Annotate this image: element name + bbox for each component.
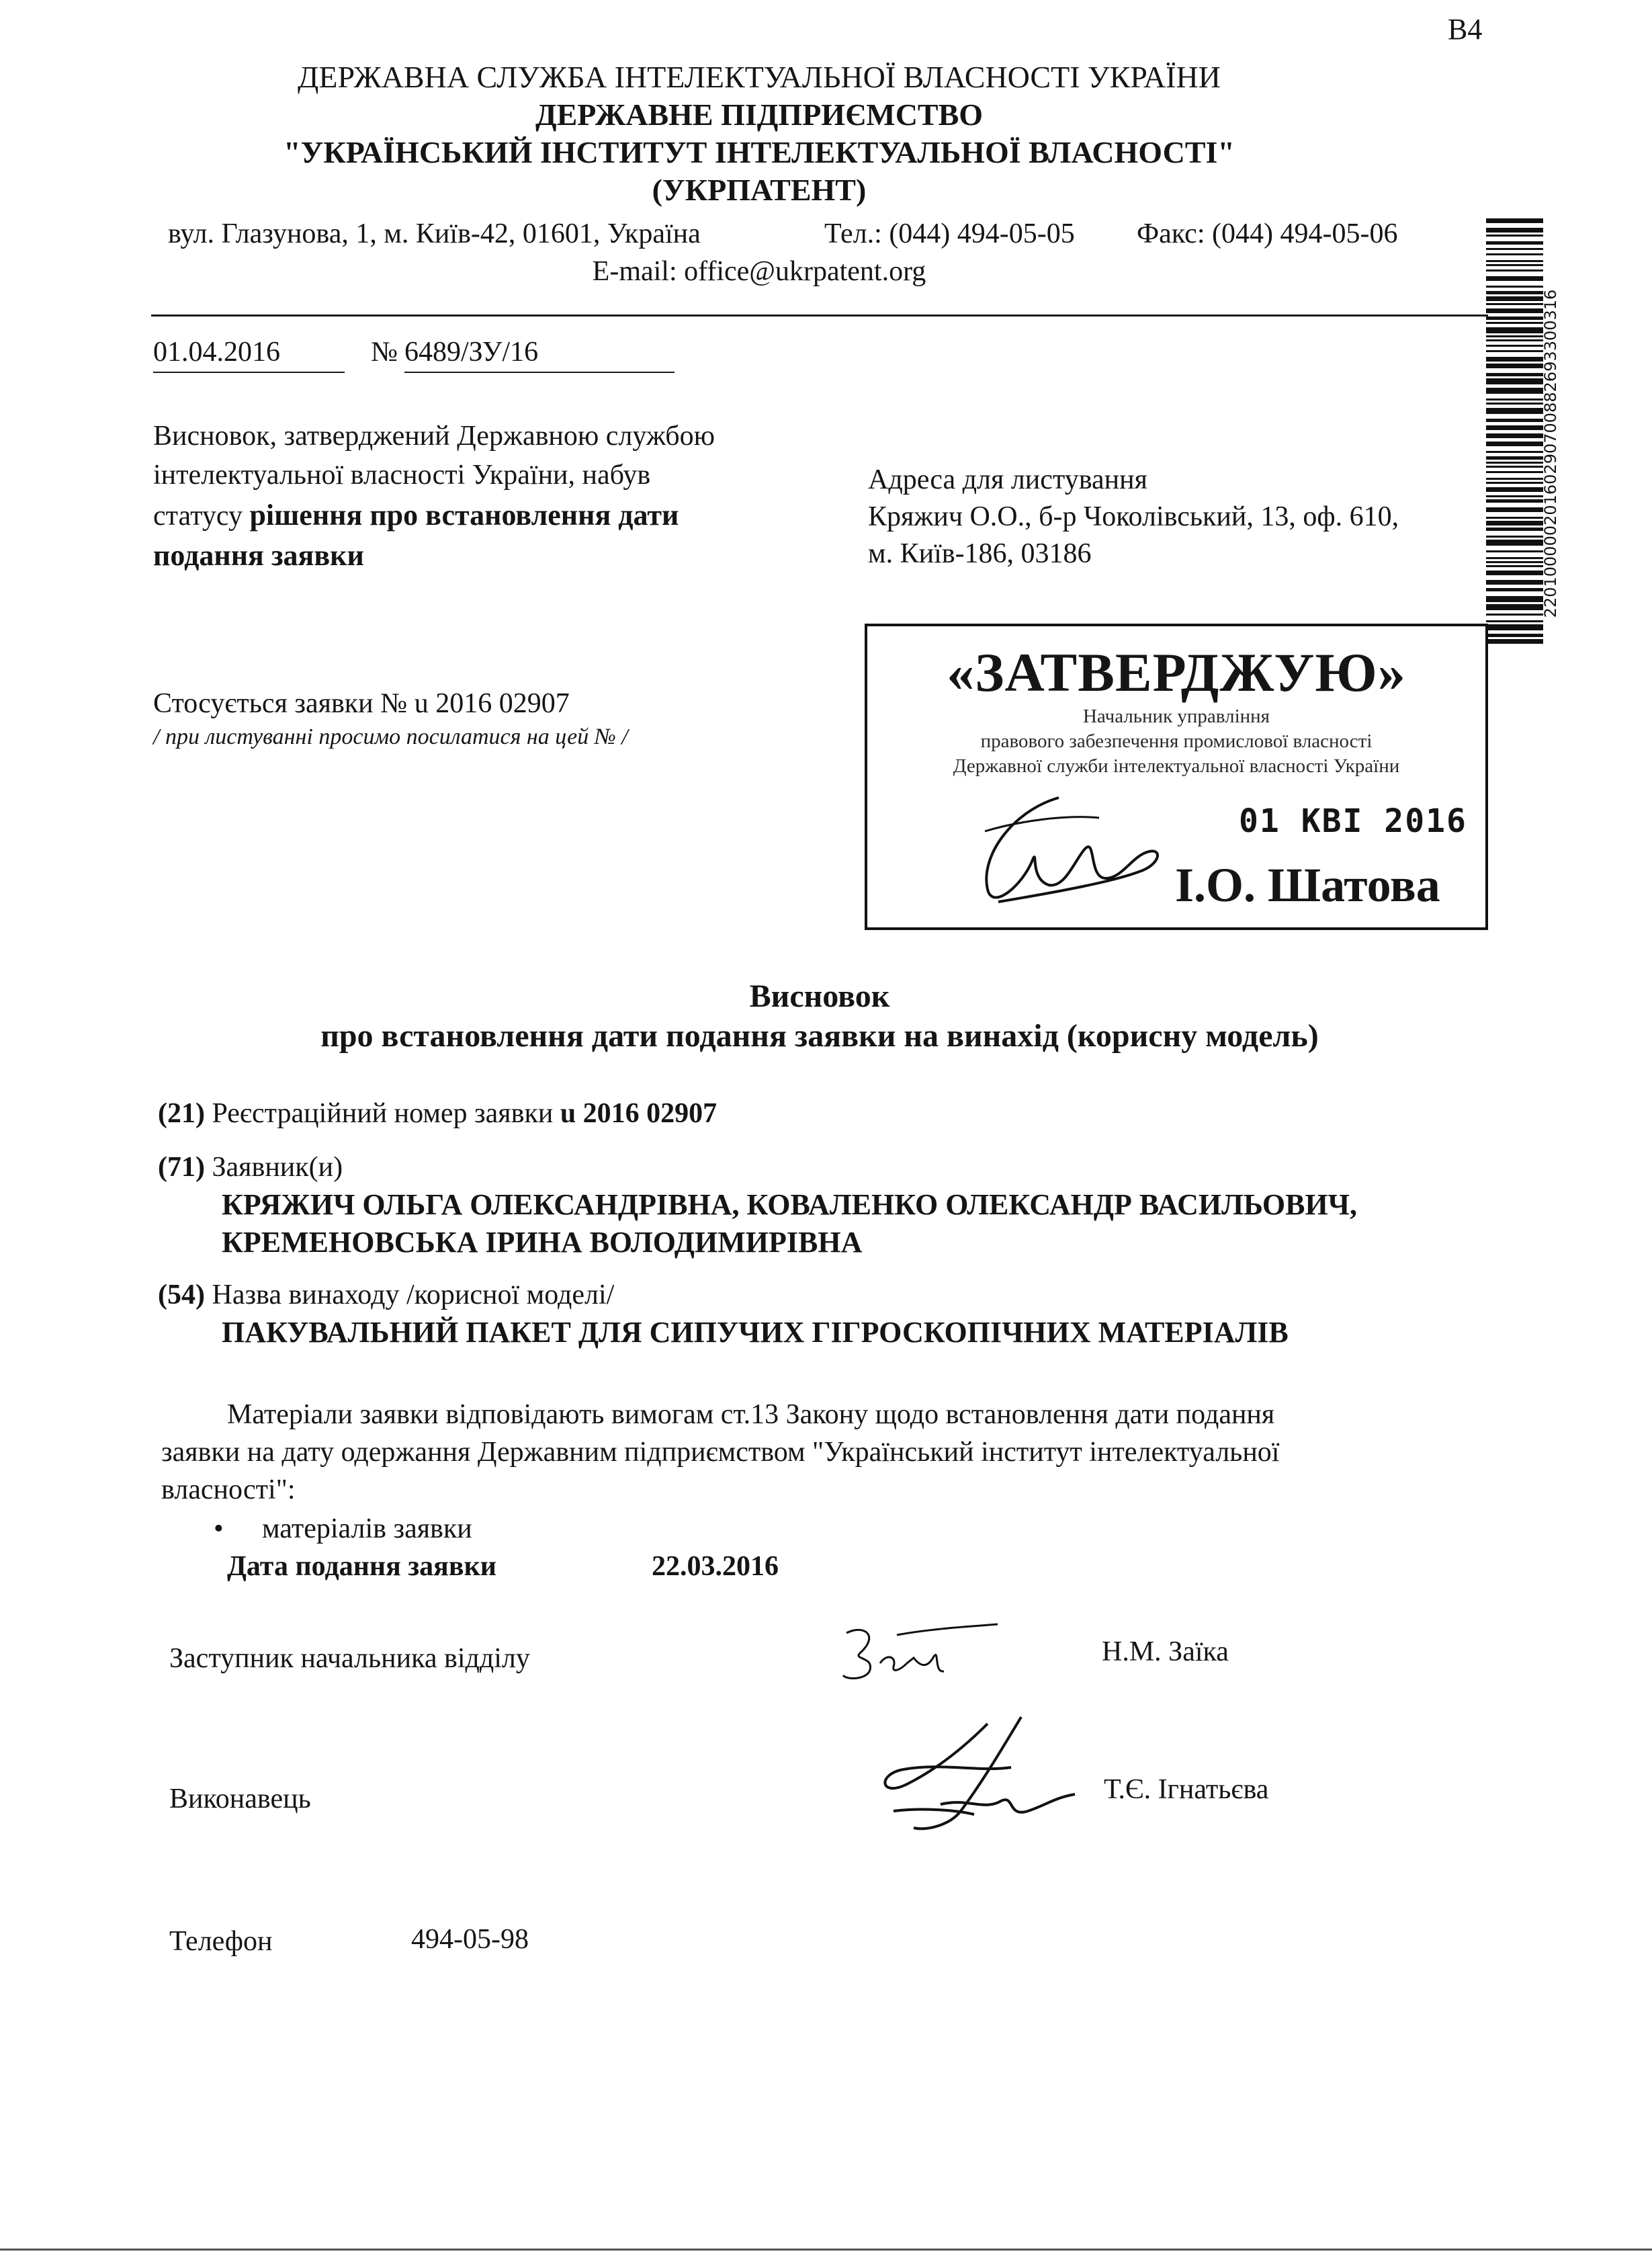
barcode-bar	[1486, 588, 1543, 591]
field-label: Назва винаходу /корисної моделі/	[212, 1279, 615, 1310]
header-address: вул. Глазунова, 1, м. Київ-42, 01601, Україна	[168, 218, 701, 249]
barcode-bar	[1486, 398, 1543, 401]
field-label: Заявник(и)	[212, 1152, 343, 1183]
barcode-bar	[1486, 248, 1543, 250]
barcode-bar	[1486, 335, 1543, 337]
barcode-bar	[1486, 550, 1543, 552]
barcode-bar	[1486, 350, 1543, 352]
applicants-line: КРЯЖИЧ ОЛЬГА ОЛЕКСАНДРІВНА, КОВАЛЕНКО ОЛЕКСАНДР ВАСИЛЬОВИЧ,	[222, 1188, 1357, 1221]
barcode-bars	[1486, 218, 1543, 689]
phone-label: Телефон	[169, 1926, 273, 1957]
barcode-number: 22010000020160290700882693300316	[1541, 289, 1560, 618]
document-title: Висновок	[749, 978, 890, 1014]
barcode-bar	[1486, 604, 1543, 610]
field-code: (54)	[158, 1279, 205, 1310]
executor-signature	[867, 1710, 1095, 1845]
barcode-bar	[1486, 388, 1543, 394]
field-21	[158, 1097, 717, 1130]
scan-edge	[0, 2249, 1652, 2251]
barcode-bar	[1486, 561, 1543, 563]
barcode-bar	[1486, 456, 1543, 460]
barcode-bar	[1486, 218, 1543, 223]
barcode-bar	[1486, 303, 1543, 305]
barcode-bar	[1486, 462, 1543, 464]
stamp-title: «ЗАТВЕРДЖУЮ»	[947, 642, 1406, 703]
barcode-bar	[1486, 466, 1543, 468]
barcode-bar	[1486, 419, 1543, 422]
phone-value: 494-05-98	[411, 1924, 529, 1955]
correspondence-line: м. Київ-186, 03186	[868, 538, 1092, 569]
body-line: Матеріали заявки відповідають вимогам ст.13 Закону щодо встановлення дати подання	[227, 1399, 1275, 1430]
barcode-bar	[1486, 495, 1543, 497]
bullet-item: матеріалів заявки	[262, 1513, 472, 1544]
barcode-bar	[1486, 528, 1543, 531]
barcode-bar	[1486, 408, 1543, 414]
reference-number-label: №	[371, 337, 398, 368]
barcode-bar	[1486, 557, 1543, 559]
barcode-bar	[1486, 639, 1543, 644]
header-short-name: (УКРПАТЕНТ)	[652, 173, 867, 207]
reference-date-underline	[153, 372, 345, 373]
barcode-bar	[1486, 507, 1543, 512]
barcode-bar	[1486, 620, 1543, 622]
barcode-bar	[1486, 357, 1543, 362]
barcode-bar	[1486, 253, 1543, 255]
barcode-bar	[1486, 540, 1543, 546]
barcode-bar	[1486, 241, 1543, 245]
field-code: (71)	[158, 1152, 205, 1183]
stamp-date: 01 КВІ 2016	[1239, 802, 1467, 840]
stamp-position: Начальник управління	[1082, 706, 1270, 727]
header-phone: Тел.: (044) 494-05-05	[824, 218, 1075, 249]
stamp-department: правового забезпечення промислової власності	[980, 730, 1373, 752]
filing-date-label: Дата подання заявки	[227, 1551, 496, 1582]
header-agency: ДЕРЖАВНА СЛУЖБА ІНТЕЛЕКТУАЛЬНОЇ ВЛАСНОСТІ УКРАЇНИ	[298, 60, 1221, 94]
invention-title: ПАКУВАЛЬНИЙ ПАКЕТ ДЛЯ СИПУЧИХ ГІГРОСКОПІЧНИХ МАТЕРІАЛІВ	[222, 1316, 1289, 1349]
body-line: заявки на дату одержання Державним підприємством "Український інститут інтелектуальної	[161, 1437, 1280, 1468]
barcode-bar	[1486, 614, 1543, 616]
barcode-bar	[1486, 228, 1543, 233]
barcode-bar	[1486, 565, 1543, 567]
barcode-bar	[1486, 339, 1543, 341]
filing-date-value: 22.03.2016	[652, 1551, 779, 1582]
body-line: власності":	[161, 1474, 296, 1505]
barcode-bar	[1486, 308, 1543, 313]
application-reference-note: / при листуванні просимо посилатися на цей № /	[153, 724, 628, 749]
approval-stamp	[865, 624, 1488, 930]
barcode-bar	[1486, 403, 1543, 405]
barcode-bar	[1486, 442, 1543, 446]
barcode-bar	[1486, 487, 1543, 492]
barcode-bar	[1486, 478, 1543, 480]
barcode-bar	[1486, 451, 1543, 453]
stamp-agency: Державної служби інтелектуальної власності України	[953, 755, 1400, 777]
barcode-bar	[1486, 517, 1543, 519]
status-decision-cont: подання заявки	[153, 539, 364, 572]
header-divider	[151, 314, 1488, 317]
reference-number-underline	[404, 372, 675, 373]
barcode-bar	[1486, 624, 1543, 630]
correspondence-line: Кряжич О.О., б-р Чоколівський, 13, оф. 610,	[868, 501, 1399, 532]
barcode-bar	[1486, 373, 1543, 376]
barcode-bar	[1486, 364, 1543, 368]
barcode-bar	[1486, 286, 1543, 288]
barcode-bar	[1486, 471, 1543, 473]
barcode-bar	[1486, 433, 1543, 438]
header-email: E-mail: office@ukrpatent.org	[592, 256, 926, 287]
barcode-bar	[1486, 378, 1543, 384]
header-institute: "УКРАЇНСЬКИЙ ІНСТИТУТ ІНТЕЛЕКТУАЛЬНОЇ ВЛАСНОСТІ"	[284, 135, 1235, 169]
barcode-bar	[1486, 269, 1543, 271]
barcode-bar	[1486, 580, 1543, 585]
barcode-bar	[1486, 327, 1543, 333]
executor-label: Виконавець	[169, 1784, 311, 1814]
stamp-name: І.О. Шатова	[1175, 858, 1440, 912]
status-prefix: статусу	[153, 501, 243, 532]
stamp-signature	[958, 784, 1180, 912]
field-value: u 2016 02907	[560, 1098, 718, 1129]
barcode-bar	[1486, 499, 1543, 503]
deputy-label: Заступник начальника відділу	[169, 1643, 530, 1674]
barcode-bar	[1486, 291, 1543, 294]
barcode-bar	[1486, 235, 1543, 237]
field-label: Реєстраційний номер заявки	[212, 1098, 554, 1129]
document-subtitle: про встановлення дати подання заявки на винахід (корисну модель)	[320, 1018, 1319, 1054]
field-71	[158, 1151, 343, 1183]
reference-date: 01.04.2016	[153, 337, 280, 368]
barcode-bar	[1486, 264, 1543, 266]
barcode-bar	[1486, 276, 1543, 281]
header-fax: Факс: (044) 494-05-06	[1137, 218, 1398, 249]
bullet-icon: •	[214, 1513, 224, 1544]
barcode-bar	[1486, 634, 1543, 637]
correspondence-title: Адреса для листування	[868, 464, 1147, 495]
header-enterprise: ДЕРЖАВНЕ ПІДПРИЄМСТВО	[535, 97, 984, 132]
field-54	[158, 1279, 614, 1311]
deputy-name: Н.М. Заїка	[1102, 1636, 1229, 1667]
barcode-bar	[1486, 536, 1543, 538]
status-line: Висновок, затверджений Державною службою	[153, 421, 715, 452]
barcode-bar	[1486, 317, 1543, 320]
barcode-bar	[1486, 345, 1543, 347]
applicants-line: КРЕМЕНОВСЬКА ІРИНА ВОЛОДИМИРІВНА	[222, 1226, 863, 1259]
barcode-bar	[1486, 296, 1543, 301]
status-line: інтелектуальної власності України, набув	[153, 460, 651, 491]
status-decision: рішення про встановлення дати	[249, 499, 679, 532]
barcode	[1486, 218, 1570, 689]
deputy-signature	[833, 1616, 1008, 1690]
barcode-bar	[1486, 596, 1543, 602]
barcode-bar	[1486, 571, 1543, 575]
barcode-bar	[1486, 425, 1543, 430]
executor-name: Т.Є. Ігнатьєва	[1104, 1774, 1269, 1805]
page-code: B4	[1448, 13, 1483, 46]
barcode-bar	[1486, 521, 1543, 526]
reference-number: 6489/ЗУ/16	[404, 337, 539, 368]
application-reference: Стосується заявки № u 2016 02907	[153, 688, 570, 719]
barcode-bar	[1486, 482, 1543, 484]
barcode-bar	[1486, 322, 1543, 324]
barcode-bar	[1486, 260, 1543, 262]
field-code: (21)	[158, 1098, 205, 1129]
